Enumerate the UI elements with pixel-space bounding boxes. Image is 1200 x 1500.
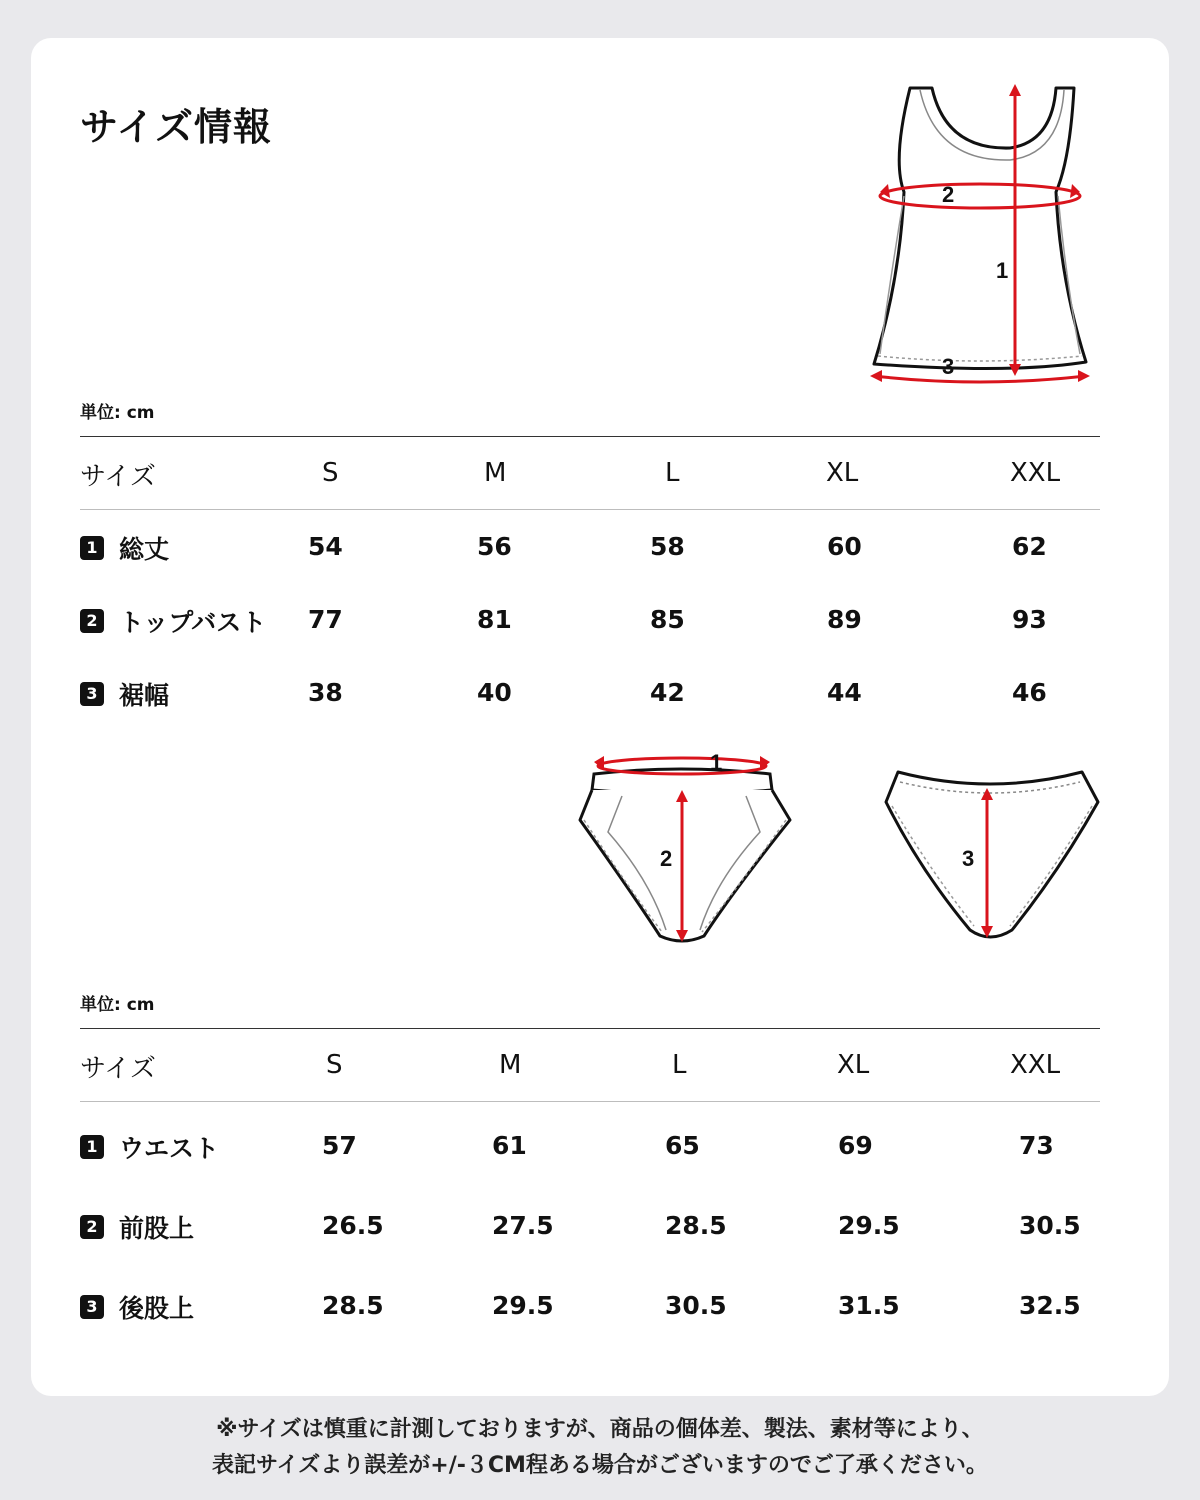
- shorts-table-top-rule: [80, 1028, 1100, 1029]
- shorts-value: 30.5: [665, 1291, 727, 1320]
- tank-row-label-3: [80, 676, 169, 712]
- tank-header-size-label: サイズ: [80, 462, 156, 492]
- shorts-value: 28.5: [322, 1291, 384, 1320]
- tank-value: 56: [477, 532, 512, 561]
- brief-front-diagram: [570, 740, 800, 950]
- brief-back-label-3: 3: [962, 846, 975, 871]
- tank-value: 54: [308, 532, 343, 561]
- disclaimer-line-2: 表記サイズより誤差が+/-３CM程ある場合がございますのでご了承ください。: [212, 1453, 988, 1478]
- tank-table-top-rule: [80, 436, 1100, 437]
- tank-value: 89: [827, 605, 862, 634]
- tank-header-l: L: [665, 458, 680, 488]
- brief-front-label-1: 1: [710, 750, 723, 775]
- badge-1: 1: [80, 1135, 104, 1159]
- row-label-text: 総丈: [119, 535, 170, 564]
- tank-value: 85: [650, 605, 685, 634]
- badge-2: 2: [80, 1215, 104, 1239]
- shorts-value: 26.5: [322, 1211, 384, 1240]
- shorts-row-label-2: [80, 1209, 194, 1245]
- shorts-row-label-1: [80, 1129, 219, 1165]
- brief-back-diagram: [880, 760, 1104, 950]
- shorts-header-s: S: [326, 1050, 343, 1080]
- shorts-value: 61: [492, 1131, 527, 1160]
- tank-value: 93: [1012, 605, 1047, 634]
- shorts-header-size-label: サイズ: [80, 1054, 156, 1084]
- shorts-header-xl: XL: [837, 1050, 870, 1080]
- tank-header-m: M: [484, 458, 507, 488]
- shorts-value: 29.5: [492, 1291, 554, 1320]
- shorts-value: 69: [838, 1131, 873, 1160]
- tank-row-label-2: [80, 603, 266, 639]
- tank-value: 77: [308, 605, 343, 634]
- tank-value: 60: [827, 532, 862, 561]
- shorts-value: 57: [322, 1131, 357, 1160]
- badge-3: 3: [80, 682, 104, 706]
- page-title: サイズ情報: [80, 105, 272, 149]
- tank-label-1: 1: [996, 258, 1009, 283]
- shorts-row-label-3: [80, 1289, 194, 1325]
- shorts-value: 30.5: [1019, 1211, 1081, 1240]
- row-label-text: トップバスト: [119, 608, 267, 637]
- shorts-header-m: M: [499, 1050, 522, 1080]
- shorts-value: 27.5: [492, 1211, 554, 1240]
- row-label-text: 後股上: [119, 1294, 195, 1323]
- tank-value: 42: [650, 678, 685, 707]
- shorts-table-header-rule: [80, 1101, 1100, 1102]
- shorts-value: 29.5: [838, 1211, 900, 1240]
- disclaimer-line-1: ※サイズは慎重に計測しておりますが、商品の個体差、製法、素材等により、: [216, 1417, 984, 1442]
- badge-1: 1: [80, 536, 104, 560]
- tank-value: 38: [308, 678, 343, 707]
- tank-top-diagram: [860, 80, 1100, 390]
- shorts-header-l: L: [672, 1050, 687, 1080]
- tank-table-header-rule: [80, 509, 1100, 510]
- shorts-value: 65: [665, 1131, 700, 1160]
- tank-header-s: S: [322, 458, 339, 488]
- shorts-value: 32.5: [1019, 1291, 1081, 1320]
- tank-label-3: 3: [942, 354, 955, 379]
- tank-value: 58: [650, 532, 685, 561]
- shorts-unit-label: 単位: cm: [80, 995, 155, 1015]
- tank-label-2: 2: [942, 182, 955, 207]
- tank-value: 44: [827, 678, 862, 707]
- shorts-value: 73: [1019, 1131, 1054, 1160]
- tank-value: 81: [477, 605, 512, 634]
- tank-header-xxl: XXL: [1010, 458, 1061, 488]
- tank-row-label-1: [80, 530, 169, 566]
- shorts-value: 31.5: [838, 1291, 900, 1320]
- tank-value: 62: [1012, 532, 1047, 561]
- brief-front-label-2: 2: [660, 846, 673, 871]
- shorts-header-xxl: XXL: [1010, 1050, 1061, 1080]
- badge-2: 2: [80, 609, 104, 633]
- disclaimer-note: [0, 1412, 1200, 1484]
- tank-value: 40: [477, 678, 512, 707]
- tank-value: 46: [1012, 678, 1047, 707]
- row-label-text: 裾幅: [119, 681, 170, 710]
- row-label-text: 前股上: [119, 1214, 195, 1243]
- tank-header-xl: XL: [826, 458, 859, 488]
- shorts-value: 28.5: [665, 1211, 727, 1240]
- row-label-text: ウエスト: [119, 1134, 220, 1163]
- badge-3: 3: [80, 1295, 104, 1319]
- tank-unit-label: 単位: cm: [80, 403, 155, 423]
